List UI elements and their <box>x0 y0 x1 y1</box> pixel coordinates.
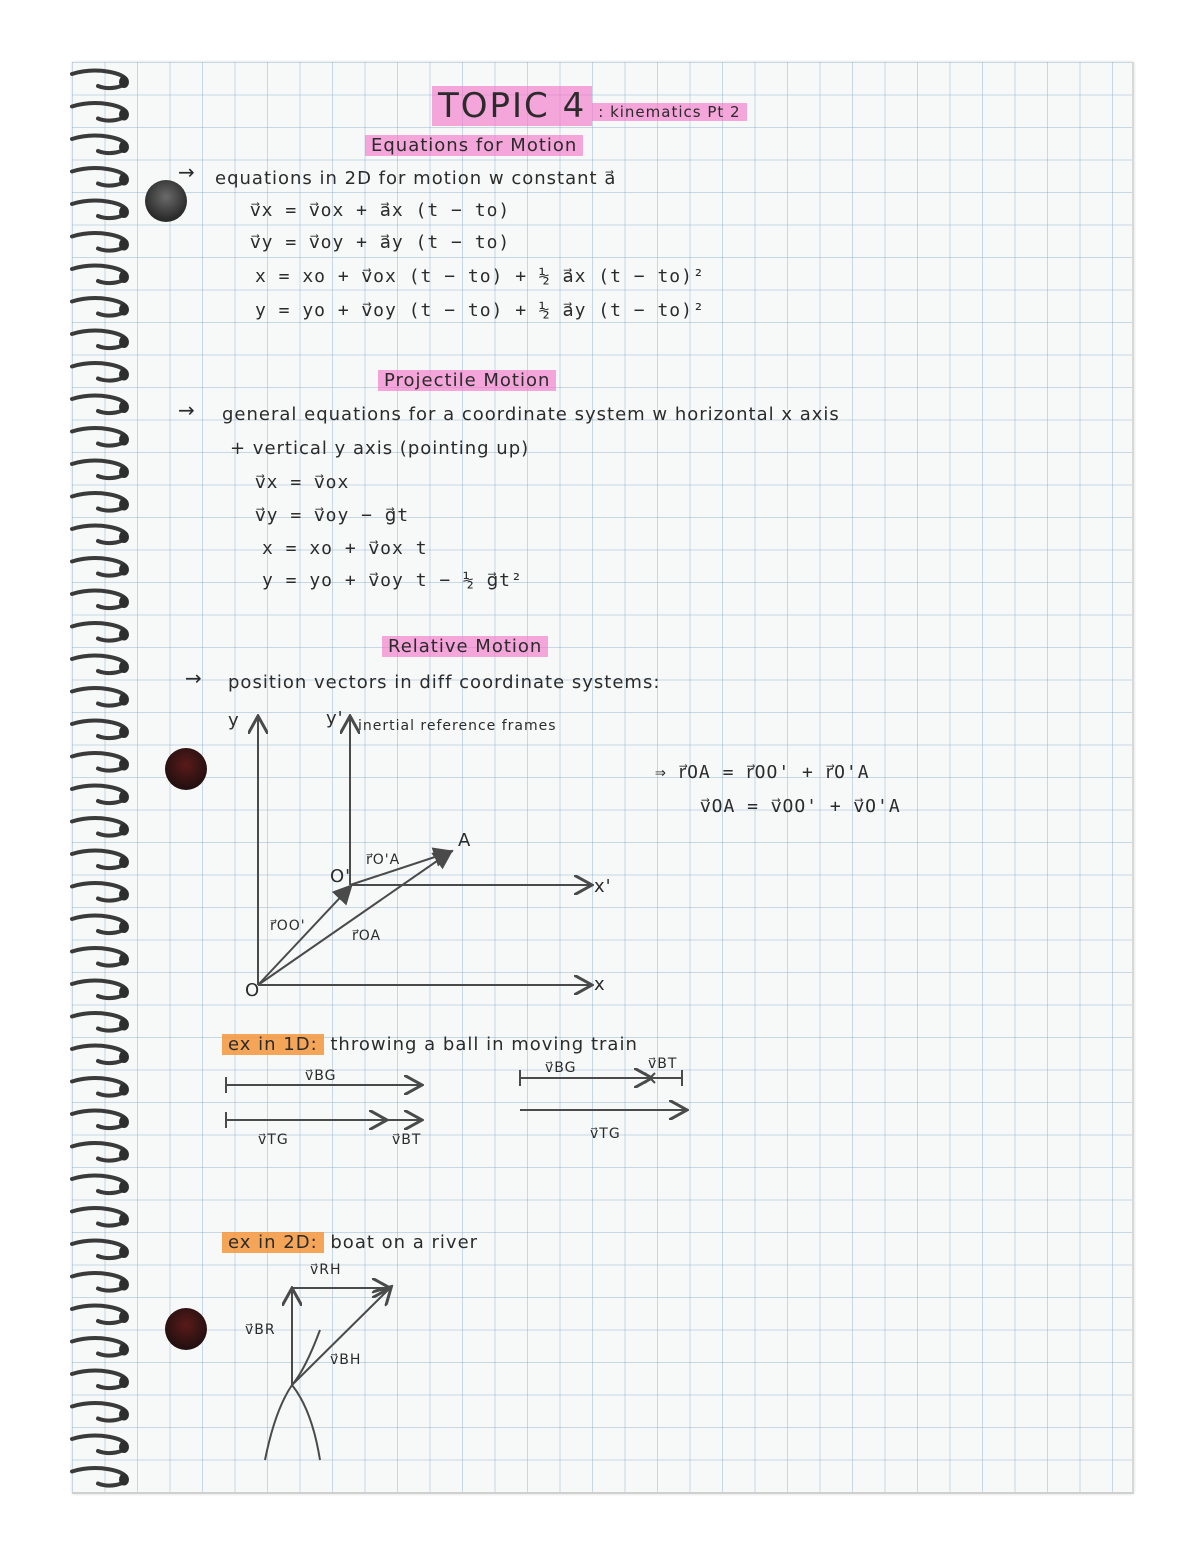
spiral-coil <box>72 1208 126 1225</box>
spiral-hole <box>119 889 129 901</box>
spiral-hole <box>119 1344 129 1356</box>
ex1d-label-vtg: v⃗TG <box>258 1132 289 1148</box>
spiral-coil <box>72 1403 126 1420</box>
spiral-hole <box>119 726 129 738</box>
bullet-arrow-icon: → <box>185 666 203 690</box>
spiral-hole <box>119 921 129 933</box>
spiral-hole <box>119 1019 129 1031</box>
rel-result-2: v⃗OA = v⃗OO' + v⃗O'A <box>700 796 901 817</box>
rel-result-1: ⇒ r⃗OA = r⃗OO' + r⃗O'A <box>655 762 870 783</box>
ex1d-label-vbg: v⃗BG <box>305 1068 337 1084</box>
rel-intro: position vectors in diff coordinate systems: <box>228 672 661 693</box>
spiral-coil <box>72 558 126 575</box>
spiral-hole <box>119 1311 129 1323</box>
spiral-coil <box>72 428 126 445</box>
spiral-coil <box>72 883 126 900</box>
spiral-hole <box>119 466 129 478</box>
spiral-coil <box>72 168 126 185</box>
ex2d-label-vbh: v⃗BH <box>330 1352 362 1368</box>
spiral-hole <box>119 1051 129 1063</box>
eq-line-2: v⃗y = v⃗oy + a⃗y (t − to) <box>250 232 511 253</box>
heading-projectile: Projectile Motion <box>378 370 556 391</box>
proj-line-4: y = yo + v⃗oy t − ½ g⃗t² <box>262 570 523 591</box>
frames-note: inertial reference frames <box>358 718 557 734</box>
ex1d-label-vtg-2: v⃗TG <box>590 1126 621 1142</box>
spiral-hole <box>119 1149 129 1161</box>
proj-line-3: x = xo + v⃗ox t <box>262 538 428 559</box>
spiral-coil <box>72 1143 126 1160</box>
spiral-coil <box>72 71 126 88</box>
spiral-hole <box>119 1214 129 1226</box>
spiral-hole <box>119 856 129 868</box>
spiral-coil <box>72 103 126 120</box>
bullet-arrow-icon: → <box>178 160 196 184</box>
bullet-arrow-icon: → <box>178 398 196 422</box>
spiral-coil <box>72 1306 126 1323</box>
spiral-coil <box>72 818 126 835</box>
spiral-hole <box>119 661 129 673</box>
spiral-hole <box>119 76 129 88</box>
label-r-oo: r⃗OO' <box>270 918 306 934</box>
label-r-oa: r⃗OA <box>352 928 382 944</box>
ex1d-label-vbt-2: v⃗BT <box>648 1056 678 1072</box>
ex1d-label-vbg-2: v⃗BG <box>545 1060 577 1076</box>
ex1d-label-vbt: v⃗BT <box>392 1132 422 1148</box>
spiral-hole <box>119 304 129 316</box>
spiral-coil <box>72 1078 126 1095</box>
label-origin: O <box>245 980 261 1001</box>
spiral-hole <box>119 174 129 186</box>
spiral-hole <box>119 499 129 511</box>
label-point-a: A <box>458 830 472 851</box>
spiral-coil <box>72 1046 126 1063</box>
spiral-coil <box>72 396 126 413</box>
label-x: x <box>594 974 606 995</box>
spiral-hole <box>119 336 129 348</box>
spiral-hole <box>119 401 129 413</box>
spiral-hole <box>119 141 129 153</box>
proj-line-1: v⃗x = v⃗ox <box>255 472 350 493</box>
spiral-hole <box>119 759 129 771</box>
spiral-hole <box>119 1474 129 1486</box>
spiral-coil <box>72 1111 126 1128</box>
spiral-coil <box>72 623 126 640</box>
spiral-coil <box>72 591 126 608</box>
label-y-prime: y' <box>326 708 344 729</box>
spiral-hole <box>119 791 129 803</box>
proj-intro: general equations for a coordinate system w horizontal x axis <box>222 404 840 425</box>
punch-hole-top <box>145 180 187 222</box>
spiral-coil <box>72 266 126 283</box>
spiral-hole <box>119 1376 129 1388</box>
spiral-coil <box>72 233 126 250</box>
spiral-coil <box>72 493 126 510</box>
spiral-coil <box>72 786 126 803</box>
spiral-coil <box>72 201 126 218</box>
title-sub: : kinematics Pt 2 <box>592 103 746 121</box>
spiral-hole <box>119 954 129 966</box>
spiral-hole <box>119 986 129 998</box>
proj-line-2: v⃗y = v⃗oy − g⃗t <box>255 505 410 526</box>
ex2d-label-vrh: v⃗RH <box>310 1262 342 1278</box>
spiral-hole <box>119 531 129 543</box>
spiral-coil <box>72 851 126 868</box>
spiral-hole <box>119 239 129 251</box>
spiral-coil <box>72 331 126 348</box>
spiral-coil <box>72 656 126 673</box>
spiral-coil <box>72 688 126 705</box>
eq-line-4: y = yo + v⃗oy (t − to) + ½ a⃗y (t − to)² <box>255 300 705 321</box>
spiral-hole <box>119 694 129 706</box>
spiral-hole <box>119 271 129 283</box>
spiral-coil <box>72 1371 126 1388</box>
spiral-coil <box>72 1436 126 1453</box>
ex2d-label-vbr: v⃗BR <box>245 1322 276 1338</box>
label-r-opa: r⃗O'A <box>366 852 401 868</box>
spiral-coil <box>72 981 126 998</box>
punch-hole-bottom <box>165 1308 207 1350</box>
spiral-coil <box>72 721 126 738</box>
spiral-hole <box>119 1084 129 1096</box>
spiral-coil <box>72 916 126 933</box>
title-main: TOPIC 4 <box>432 86 592 126</box>
eq-intro: equations in 2D for motion w constant a⃗ <box>215 168 617 189</box>
spiral-coil <box>72 1013 126 1030</box>
spiral-coil <box>72 948 126 965</box>
spiral-hole <box>119 1409 129 1421</box>
spiral-hole <box>119 206 129 218</box>
spiral-coil <box>72 526 126 543</box>
spiral-hole <box>119 1441 129 1453</box>
spiral-coil <box>72 461 126 478</box>
page-title <box>432 86 747 126</box>
spiral-coil <box>72 1273 126 1290</box>
spiral-hole <box>119 434 129 446</box>
spiral-hole <box>119 629 129 641</box>
spiral-coil <box>72 1241 126 1258</box>
spiral-hole <box>119 1246 129 1258</box>
spiral-coil <box>72 363 126 380</box>
label-origin-prime: O' <box>330 866 352 887</box>
spiral-hole <box>119 1279 129 1291</box>
spiral-coil <box>72 136 126 153</box>
eq-line-1: v⃗x = v⃗ox + a⃗x (t − to) <box>250 200 511 221</box>
spiral-binding <box>68 62 138 1492</box>
spiral-coil <box>72 1176 126 1193</box>
heading-equations: Equations for Motion <box>365 135 583 156</box>
label-y: y <box>228 710 240 731</box>
spiral-coil <box>72 753 126 770</box>
ex2d-title: ex in 2D: boat on a river <box>222 1232 478 1253</box>
spiral-hole <box>119 824 129 836</box>
heading-relative: Relative Motion <box>382 636 548 657</box>
spiral-coil <box>72 1338 126 1355</box>
punch-hole-middle <box>165 748 207 790</box>
ex1d-title: ex in 1D: throwing a ball in moving train <box>222 1034 638 1055</box>
spiral-hole <box>119 1116 129 1128</box>
spiral-coil <box>72 298 126 315</box>
spiral-hole <box>119 564 129 576</box>
label-x-prime: x' <box>594 876 612 897</box>
spiral-hole <box>119 596 129 608</box>
eq-line-3: x = xo + v⃗ox (t − to) + ½ a⃗x (t − to)² <box>255 266 705 287</box>
spiral-hole <box>119 369 129 381</box>
proj-intro-2: + vertical y axis (pointing up) <box>230 438 530 459</box>
spiral-hole <box>119 1181 129 1193</box>
spiral-coil <box>72 1468 126 1485</box>
spiral-hole <box>119 109 129 121</box>
